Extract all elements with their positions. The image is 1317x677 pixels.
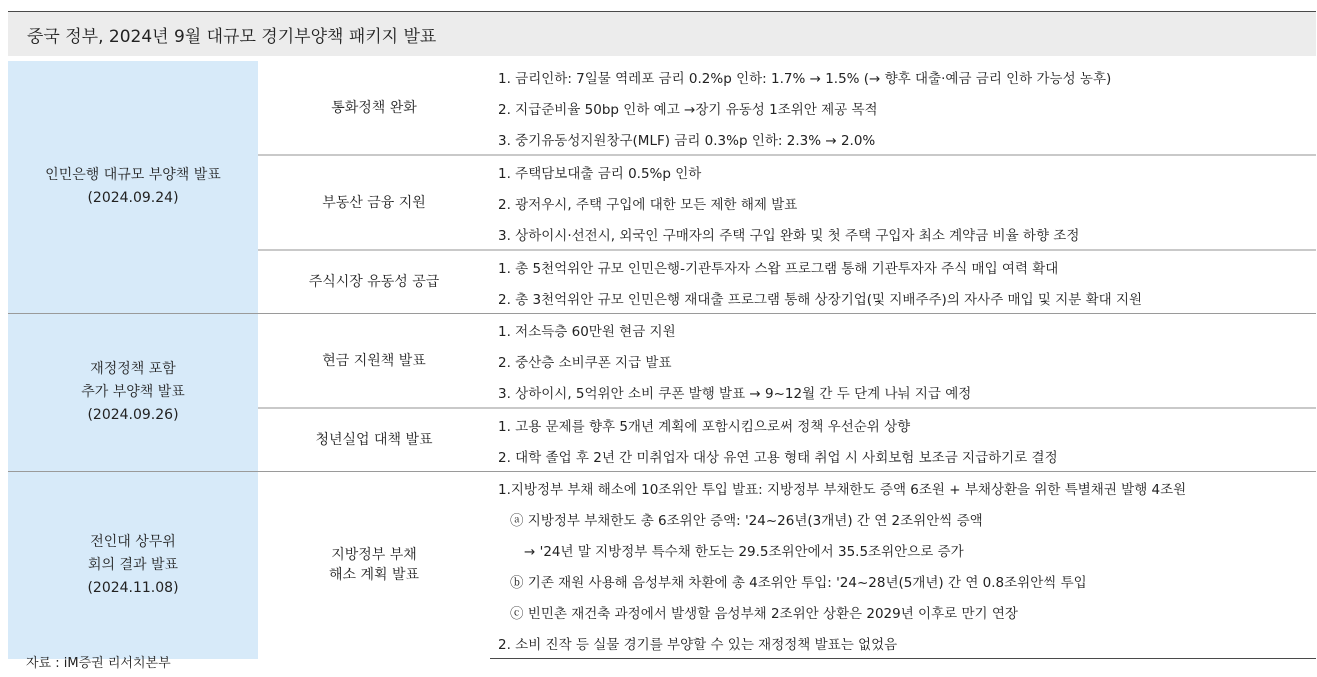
table-cell: 1. 주택담보대출 금리 0.5%p 인하: [490, 155, 1316, 187]
table-cell: 3. 상하이시·선전시, 외국인 구매자의 주택 구입 완화 및 첫 주택 구입자 최소 계약금 비율 하향 조정: [498, 227, 1080, 244]
group-label-line: (2024.09.26): [87, 407, 179, 423]
table-cell: 2. 지급준비율 50bp 인하 예고 →장기 유동성 1조위안 제공 목적: [498, 101, 878, 118]
table-cell: 1. 고용 문제를 향후 5개년 계획에 포함시킴으로써 정책 우선순위 상향: [490, 408, 1316, 440]
table-cell: 2. 소비 진작 등 실물 경기를 부양할 수 있는 재정정책 발표는 없었음: [490, 627, 1316, 659]
group-label-line: 추가 부양책 발표: [81, 384, 185, 400]
table-row: [8, 472, 1316, 504]
sub-label-line: 부동산 금융 지원: [322, 194, 426, 211]
sub-label-line: 통화정책 완화: [331, 99, 417, 116]
sub-cell-local-debt: [258, 472, 490, 659]
table-cell: 1. 저소득층 60만원 현금 지원: [490, 314, 1316, 346]
source-note: 자료 : iM증권 리서치본부: [26, 656, 171, 671]
table-cell: ⓑ 기존 재원 사용해 음성부채 차환에 총 4조위안 투입: '24~28년(5개년) 간 연 0.8조위안씩 투입: [510, 574, 1087, 591]
table-title: 중국 정부, 2024년 9월 대규모 경기부양책 패키지 발표: [27, 27, 437, 47]
group-cell-pboc: [8, 61, 258, 314]
table-cell: → '24년 말 지방정부 특수채 한도는 29.5조위안에서 35.5조위안으로 증가: [524, 543, 964, 560]
table-cell: 2. 대학 졸업 후 2년 간 미취업자 대상 유연 고용 형태 취업 시 사회보험 보조금 지급하기로 결정: [498, 449, 1058, 466]
table-cell: 3. 상하이시, 5억위안 소비 쿠폰 발행 발표 → 9~12월 간 두 단계 나눠 지급 예정: [498, 385, 972, 402]
sub-cell-youth-unemployment: [258, 408, 490, 472]
table-cell: 1. 총 5천억위안 규모 인민은행-기관투자자 스왑 프로그램 통해 기관투자자 주식 매입 여력 확대: [490, 250, 1316, 282]
sub-cell-cash-support: [258, 314, 490, 409]
group-label-line: 재정정책 포함: [90, 361, 176, 377]
table-cell: ⓐ 지방정부 부채한도 총 6조위안 증액: '24~26년(3개년) 간 연 2조위안씩 증액: [510, 512, 983, 529]
table-cell: 2. 광저우시, 주택 구입에 대한 모든 제한 해제 발표: [498, 196, 798, 213]
sub-label-line: 주식시장 유동성 공급: [308, 274, 440, 290]
sub-cell-realestate: [258, 155, 490, 250]
table-cell: 2. 중산층 소비쿠폰 지급 발표: [498, 354, 672, 371]
sub-label-line: 지방정부 부채: [331, 547, 417, 564]
sub-label-line: 현금 지원책 발표: [322, 352, 426, 369]
policy-table: [8, 61, 1316, 659]
sub-label-line: 청년실업 대책 발표: [315, 432, 433, 448]
table-cell: 3. 중기유동성지원창구(MLF) 금리 0.3%p 인하: 2.3% → 2.0%: [498, 132, 876, 149]
table-row: [8, 61, 1316, 92]
group-label-line: (2024.09.24): [87, 190, 179, 206]
sub-cell-monetary: [258, 61, 490, 155]
table-cell: 1. 금리인하: 7일물 역레포 금리 0.2%p 인하: 1.7% → 1.5% (→ 향후 대출·예금 금리 인하 가능성 농후): [498, 70, 1112, 87]
table-cell: ⓒ 빈민촌 재건축 과정에서 발생할 음성부채 2조위안 상환은 2029년 이후로 만기 연장: [510, 605, 1018, 622]
group-label-line: 인민은행 대규모 부양책 발표: [45, 167, 221, 183]
sub-cell-stockmarket: [258, 250, 490, 314]
group-cell-fiscal: [8, 314, 258, 472]
group-label-line: (2024.11.08): [87, 579, 179, 596]
table-title-bar: [8, 11, 1316, 56]
group-label-line: 전인대 상무위: [90, 533, 176, 550]
table-row: [8, 314, 1316, 346]
sub-label-line: 해소 계획 발표: [328, 567, 420, 584]
group-cell-npc: [8, 472, 258, 659]
group-label-line: 회의 결과 발표: [87, 556, 179, 573]
table-cell: 1.지방정부 부채 해소에 10조위안 투입 발표: 지방정부 부채한도 증액 6조원 + 부채상환을 위한 특별채권 발행 4조원: [490, 472, 1316, 504]
table-cell: 2. 총 3천억위안 규모 인민은행 재대출 프로그램 통해 상장기업(및 지배주주)의 자사주 매입 및 지분 확대 지원: [498, 291, 1143, 308]
